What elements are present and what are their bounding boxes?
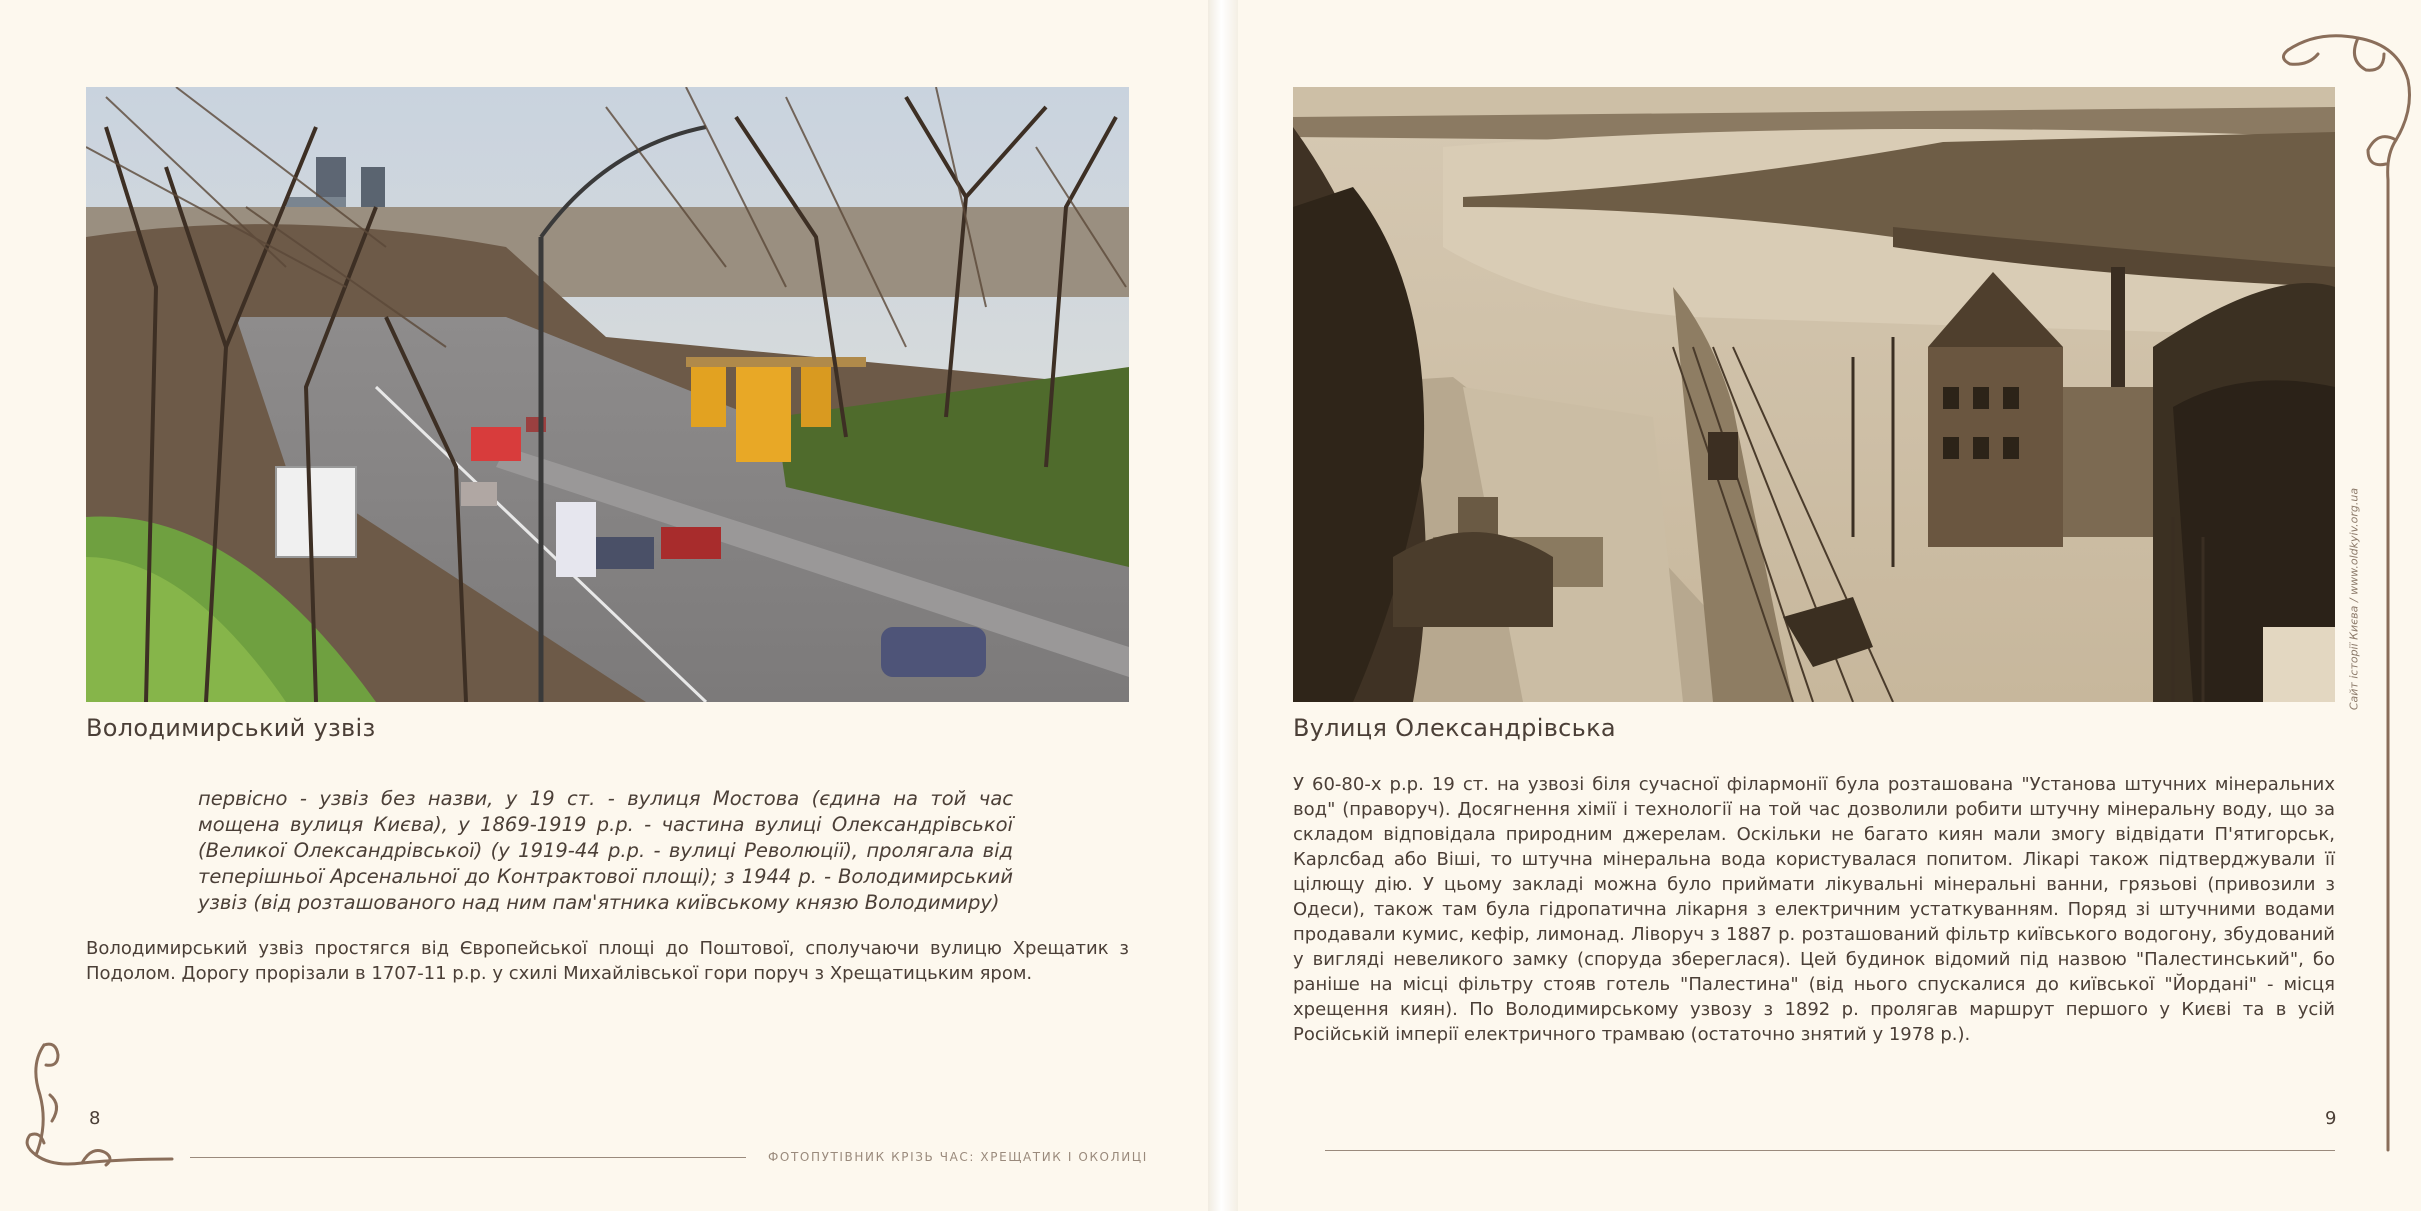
footer-rule-right [1325, 1150, 2335, 1151]
photo-volodymyrskyi-uzviz [86, 87, 1129, 702]
corner-flourish-icon [22, 1035, 182, 1175]
footer-rule-left [190, 1157, 746, 1158]
page-number-left: 8 [89, 1108, 101, 1129]
book-gutter [1208, 0, 1238, 1211]
photo-credit-text: Сайт історії Києва / www.oldkyiv.org.ua [2347, 487, 2361, 711]
photo-oleksandrivska [1293, 87, 2335, 702]
left-body-text: Володимирський узвіз простягся від Європейської площі до Поштової, сполучаючи вулицю Хрещатик з Подолом. Дорогу прорізали в 1707-11 р.р. у схилі Михайлівської гори поруч з Хрещатицьким яром. [86, 938, 1129, 984]
left-page [0, 0, 1208, 1211]
right-body-text: У 60-80-х р.р. 19 ст. на узвозі біля сучасної філармонії була розташована "Установа штучних мінеральних вод" (праворуч). Досягнення хімії і технології на той час дозволили робити штучну мінеральну воду, що за складом відповідала природним джерелам. Оскільки не багато киян мали змогу відвідати П'ятигорськ, Карлсбад або Віші, то штучна мінеральна вода користувалася попитом. Лікарі також підтверджували її цілющу дію. У цьому закладі можна було приймати лікувальні мінеральні ванни, грязьові (привозили з Одеси), також там була гідропатична лікарня з електричним устаткуванням. Поряд зі штучними водами продавали кумис, кефір, лимонад. Ліворуч з 1887 р. розташований фільтр київського водогону, збудований у вигляді невеликого замку (споруда збереглася). Цей будинок відомий під назвою "Палестинський", бо раніше на місці фільтру стояв готель "Палестина" (від нього спускалися до київської "Йордані" - місця хрещення киян). По Володимирському узвозу з 1892 р. пролягав маршрут першого у Києві та в усій Російській імперії електричного трамваю (остаточно знятий у 1978 р.). [1293, 774, 2335, 1045]
footer-text: ФОТОПУТІВНИК КРІЗЬ ЧАС: ХРЕЩАТИК І ОКОЛИЦІ [768, 1150, 1148, 1164]
left-photo-title: Володимирський узвіз [86, 714, 376, 742]
corner-vine-icon [2268, 20, 2418, 1170]
left-quote: первісно - узвіз без назви, у 19 ст. - вулиця Мостова (єдина на той час мощена вулиця Києва), у 1869-1919 р.р. - частина вулиці Олександрівської (Великої Олександрівської) (у 1919-44 р.р. - вулиці Революції), пролягала від теперішньої Арсенальної до Контрактової площі); з 1944 р. - Володимирський узвіз (від розташованого над ним пам'ятника київському князю Володимиру) [198, 787, 1013, 914]
right-photo-title: Вулиця Олександрівська [1293, 714, 1616, 742]
page-number-right: 9 [2325, 1108, 2337, 1129]
right-page [1238, 0, 2421, 1211]
